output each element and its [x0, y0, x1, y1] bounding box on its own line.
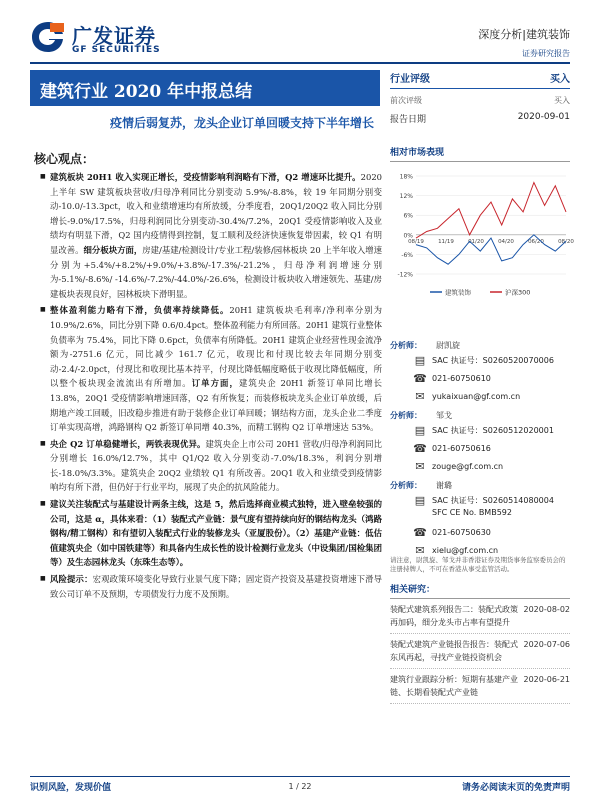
- analyst-email-row[interactable]: ✉ yukaixuan@gf.com.cn: [410, 390, 520, 403]
- report-type: 深度分析|建筑装饰: [478, 28, 570, 41]
- analyst-phone-row: ☎ 021-60750630: [410, 526, 491, 539]
- page-number: 1 / 22: [288, 782, 312, 791]
- analyst-cert-row: ▤ SAC 执证号：S0260512020001: [410, 424, 554, 437]
- core-point: ■ 整体盈利能力略有下滑，负债率持续降低。20H1 建筑板块毛利率/净利率分别为 10.9%/2.6%，同比分别下降 0.6/0.4pct。整体盈利能力有所回落。20H1 建筑行业整体负债率为 75.4%，同比下降 0.6pct，负债率有所降低。20H1 建筑企业经营性现金流净额为-2751.6 亿元，同比减少 161.7 亿元，收现比和付现比较去年同期分别变动-2.4/-2.0pct，付现比和收现比基本持平，付现比降低幅度略低于收现比降低幅度，所以整个板块现金流流出有所增加。订单方面，建筑央企 20H1 新签订单同比增长 13.8%，20Q1 受疫情影响增速回落，Q2 有所恢复；而装修板块龙头企业订单放缓，后期地产竣工回暖，旧改稳步推进有助于装修企业订单回暖；钢结构方面，龙头企业二季度订单实现高增，鸿路钢构 Q2 新签订单同增 40.3%，而精工钢构 Q2 订单增速达 53%。: [40, 303, 382, 434]
- id-card-icon: ▤: [414, 494, 426, 507]
- footer-disclaimer: 请务必阅读末页的免责声明: [461, 783, 570, 793]
- rating-value: 买入: [550, 74, 570, 85]
- x-tick-label: 06/20: [528, 238, 544, 245]
- analyst-name: 尉凯旋: [436, 341, 460, 350]
- relative-performance-chart: [390, 168, 574, 308]
- analyst-cert-row: ▤ SAC 执证号：S0260514080004: [410, 494, 554, 507]
- analyst-label: 分析师：: [390, 341, 422, 350]
- rating-panel: [390, 70, 570, 125]
- x-tick-label: 11/19: [438, 238, 454, 245]
- logo-en: GF SECURITIES: [72, 45, 161, 55]
- core-view-body: [40, 170, 382, 603]
- footer-rule: [30, 776, 570, 777]
- report-date-value: 2020-09-01: [517, 112, 570, 122]
- core-point: ■ 风险提示：宏观政策环境变化导致行业景气度下降；固定资产投资及基建投资增速下滑导致公司订单不及预期，专项债发行力度不及预期。: [40, 572, 382, 601]
- analyst-card: [390, 340, 570, 410]
- prev-rating-value: 买入: [554, 96, 570, 105]
- analyst-name: 邹戈: [436, 411, 452, 420]
- analysts: [390, 340, 570, 570]
- mail-icon: ✉: [415, 544, 425, 557]
- x-tick-label: 08/19: [408, 238, 424, 245]
- header-rule: [30, 62, 570, 64]
- series-line-1: [416, 183, 566, 239]
- analyst-phone-row: ☎ 021-60750610: [410, 372, 491, 385]
- y-tick-label: -6%: [401, 251, 413, 259]
- analyst-email-row[interactable]: ✉ zouge@gf.com.cn: [410, 460, 503, 473]
- market-title: 相对市场表现: [390, 145, 570, 162]
- mail-icon: ✉: [415, 460, 425, 473]
- logo-cn: 广发证券: [72, 24, 156, 48]
- footer-slogan: 识别风险，发现价值: [30, 783, 112, 793]
- title-banner: [30, 70, 380, 140]
- analyst-label: 分析师：: [390, 481, 422, 490]
- legend-label: 沪深300: [505, 288, 531, 297]
- analyst-cert-row: ▤ SAC 执证号：S0260520070006: [410, 354, 554, 367]
- x-tick-label: 08/20: [558, 238, 574, 245]
- rating-header: [390, 70, 570, 89]
- analyst-card: [390, 410, 570, 480]
- analyst-phone-row: ☎ 021-60750616: [410, 442, 491, 455]
- analyst-disclaimer: 请注意，尉凯旋、邹戈并非香港证券及期货事务监察委员会的注册持牌人，不可在香港从事受监管活动。: [390, 556, 566, 573]
- id-card-icon: ▤: [414, 354, 426, 367]
- rating-label: 行业评级: [390, 74, 430, 85]
- x-tick-label: 01/20: [468, 238, 484, 245]
- core-view-title: 核心观点：: [34, 152, 95, 166]
- phone-icon: ☎: [413, 372, 427, 385]
- analyst-email-row[interactable]: ✉ xielu@gf.com.cn: [410, 544, 498, 557]
- related-item[interactable]: 装配式建筑系列报告二：装配式政策再加码，细分龙头市占率有望提升 2020-08-02: [390, 599, 570, 634]
- logo: [30, 18, 190, 58]
- report-date-row: [390, 112, 570, 125]
- related-item[interactable]: 建筑行业跟踪分析：短期有基建产业链、长期看装配式产业链 2020-06-21: [390, 669, 570, 704]
- mail-icon: ✉: [415, 390, 425, 403]
- analyst-label: 分析师：: [390, 411, 422, 420]
- y-tick-label: -12%: [397, 271, 413, 279]
- core-point: ■ 建筑板块 20H1 收入实现正增长，受疫情影响利润略有下滑，Q2 增速环比提升。2020 上半年 SW 建筑板块营收/归母净利同比分别变动 5.9%/-8.8%，较 19 年同期分别变动-10.0/-13.3pct，收入和业绩增速均有所放缓，分季度看，20Q1/20Q2 收入同比分别增长-9.0%/17.5%，归母利润同比分别变动-30.4%/7.2%，20Q1 受疫情影响收入及业绩均有明显下滑，Q2 国内疫情得到控制，复工顺利及经济快速恢复带因素，较 Q1 有明显改善。细分板块方面，房建/基建/检测设计/专业工程/装修/园林板块 20 上半年收入增速分别为+5.4%/+8.2%/+9.0%/+3.8%/-17.3%/-21.2%，归母净利润增速分别为-5.1%/-8.6%/ -14.6%/-7.2%/-44.0%/-26.6%，检测设计板块收入增速领先、基建/房建板块表现良好，园林板块下滑明显。: [40, 170, 382, 301]
- related-title: 相关研究：: [390, 582, 570, 599]
- y-tick-label: 12%: [399, 193, 413, 201]
- gf-logo-icon: [30, 20, 66, 54]
- phone-icon: ☎: [413, 442, 427, 455]
- y-tick-label: 0%: [403, 232, 413, 240]
- report-sub: 证券研究报告: [522, 49, 570, 58]
- id-card-icon: ▤: [414, 424, 426, 437]
- analyst-name: 谢璐: [436, 481, 452, 490]
- core-point: ■ 央企 Q2 订单稳健增长，两铁表现优异。建筑央企上市公司 20H1 营收/归母净利润同比分别增长 16.0%/12.7%，其中 Q1/Q2 收入分别变动-7.0%/18.3%，利润分别增长-18.0%/3.3%。建筑央企 20Q2 业绩较 Q1 有所改善。20Q1 收入和业绩受到疫情影响均有所下滑，但仍好于行业平均，展现了央企的抗风险能力。: [40, 437, 382, 495]
- prev-rating-row: [390, 95, 570, 106]
- analyst-sfc-row: SFC CE No. BMB592: [432, 508, 512, 517]
- x-tick-label: 04/20: [498, 238, 514, 245]
- report-title: 建筑行业 2020 年中报总结: [30, 70, 380, 106]
- legend-label: 建筑装饰: [445, 288, 471, 297]
- prev-rating-label: 前次评级: [390, 96, 422, 105]
- related-research: [390, 582, 570, 704]
- core-point: ■ 建议关注装配式与基建设计两条主线，这是 5，然后选择商业模式独特，进入壁垒较强的公司，这是 α，具体来看：（1）装配式产业链：景气度有望持续向好的钢结构龙头（鸿路钢构/精工钢构）和有望切入装配式行业的装修龙头（亚厦股份）。（2）基建产业链：低估值建筑央企（如中国铁建等）和具备内生成长性的设计检测行业龙头（中设集团/国检集团等）及生态园林龙头（东珠生态等）。: [40, 497, 382, 570]
- report-subtitle: 疫情后弱复苏，龙头企业订单回暖支持下半年增长: [109, 116, 374, 130]
- phone-icon: ☎: [413, 526, 427, 539]
- y-tick-label: 18%: [399, 173, 413, 181]
- related-item[interactable]: 装配式建筑产业链报告报告：装配式东风再起，寻找产业链投资机会 2020-07-06: [390, 634, 570, 669]
- report-date-label: 报告日期: [390, 115, 427, 125]
- y-tick-label: 6%: [403, 212, 413, 220]
